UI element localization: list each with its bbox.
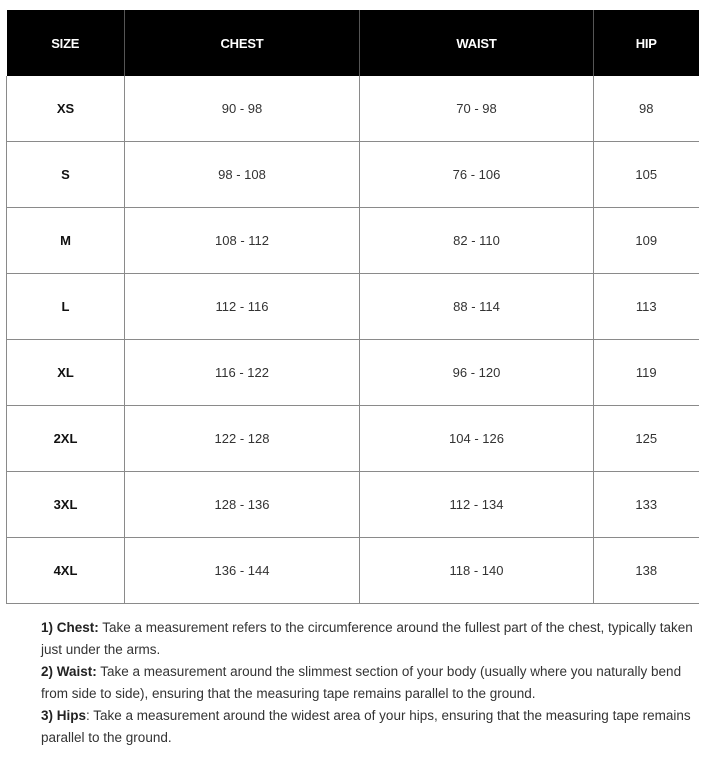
table-row <box>7 472 699 538</box>
hip-cell: 125 <box>594 406 699 472</box>
table-row <box>7 208 699 274</box>
measurement-notes <box>41 617 697 749</box>
chest-cell: 116 - 122 <box>125 340 360 406</box>
waist-cell: 96 - 120 <box>360 340 594 406</box>
chest-cell: 128 - 136 <box>125 472 360 538</box>
note-chest <box>41 617 697 661</box>
header-chest: CHEST <box>125 10 360 76</box>
chest-cell: 122 - 128 <box>125 406 360 472</box>
chest-cell: 112 - 116 <box>125 274 360 340</box>
chest-cell: 136 - 144 <box>125 538 360 604</box>
hip-cell: 138 <box>594 538 699 604</box>
size-chart-table <box>6 10 699 604</box>
chest-cell: 108 - 112 <box>125 208 360 274</box>
waist-cell: 82 - 110 <box>360 208 594 274</box>
waist-cell: 70 - 98 <box>360 76 594 142</box>
chest-cell: 90 - 98 <box>125 76 360 142</box>
note-hips-label: 3) Hips <box>41 708 87 723</box>
size-cell: XS <box>7 76 125 142</box>
size-cell: S <box>7 142 125 208</box>
header-size: SIZE <box>7 10 125 76</box>
note-waist <box>41 661 697 705</box>
hip-cell: 98 <box>594 76 699 142</box>
hip-cell: 133 <box>594 472 699 538</box>
table-row <box>7 76 699 142</box>
size-cell: 3XL <box>7 472 125 538</box>
waist-cell: 76 - 106 <box>360 142 594 208</box>
size-cell: 2XL <box>7 406 125 472</box>
table-row <box>7 274 699 340</box>
waist-cell: 118 - 140 <box>360 538 594 604</box>
header-waist: WAIST <box>360 10 594 76</box>
table-row <box>7 538 699 604</box>
hip-cell: 113 <box>594 274 699 340</box>
waist-cell: 88 - 114 <box>360 274 594 340</box>
note-hips <box>41 705 697 749</box>
table-row <box>7 142 699 208</box>
note-hips-text: : Take a measurement around the widest area of your hips, ensuring that the measuring tape remains parallel to the ground. <box>41 708 691 745</box>
hip-cell: 119 <box>594 340 699 406</box>
size-cell: XL <box>7 340 125 406</box>
waist-cell: 104 - 126 <box>360 406 594 472</box>
size-cell: M <box>7 208 125 274</box>
note-chest-label: 1) Chest: <box>41 620 99 635</box>
waist-cell: 112 - 134 <box>360 472 594 538</box>
table-row <box>7 340 699 406</box>
header-hip: HIP <box>594 10 699 76</box>
size-cell: 4XL <box>7 538 125 604</box>
chest-cell: 98 - 108 <box>125 142 360 208</box>
note-waist-label: 2) Waist: <box>41 664 97 679</box>
hip-cell: 105 <box>594 142 699 208</box>
note-waist-text: Take a measurement around the slimmest section of your body (usually where you naturally bend from side to side), ensuring that the measuring tape remains parallel to the ground. <box>41 664 682 701</box>
table-row <box>7 406 699 472</box>
note-chest-text: Take a measurement refers to the circumference around the fullest part of the chest, typically taken just under the arms. <box>41 620 693 657</box>
table-header-row <box>7 10 699 76</box>
hip-cell: 109 <box>594 208 699 274</box>
size-cell: L <box>7 274 125 340</box>
